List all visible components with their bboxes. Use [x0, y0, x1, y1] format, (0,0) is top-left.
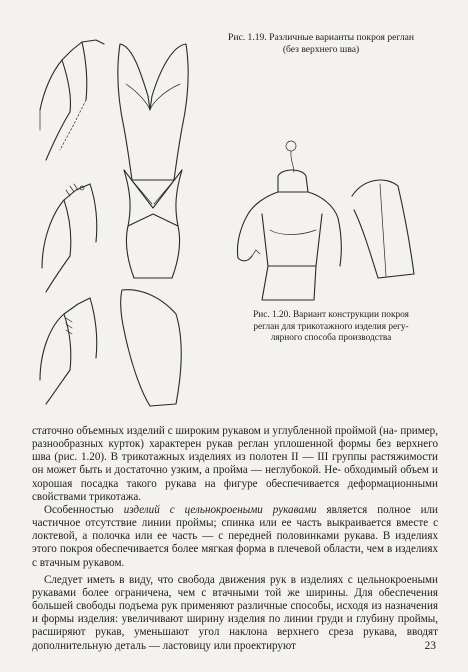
figure-1-20-caption — [236, 310, 426, 345]
caption-line: Рис. 1.19. Различные варианты покроя реглан — [228, 32, 414, 43]
figure-raglan-pullover — [237, 141, 341, 300]
paragraph-continued — [32, 425, 438, 504]
sleeve-pattern-2 — [352, 180, 414, 278]
caption-line: реглан для трикотажного изделия регу- — [253, 321, 409, 332]
bodice-v-neck — [118, 44, 188, 180]
text-run: Особенностью — [44, 503, 124, 516]
text-run: является полное или частичное отсутствие линии проймы; спинка или ее часть выкраивается вместе с локтевой, а полочка или ее часть — с передней половинками рукава. В изделиях этого покроя обеспечивается более мягкая форма в плечевой области, чем в изделиях с втачным рукавом. — [32, 503, 438, 569]
raglan-shoulder-3 — [40, 298, 97, 404]
text-line: деформационными свойствами трикотажа. — [32, 477, 438, 503]
caption-line: лярного способа производства — [270, 333, 392, 343]
body-text — [32, 425, 438, 653]
paragraph-features — [32, 504, 438, 570]
text-line: без верхнего шва (рис. 1.20). В трикотажных изделиях из полотен II — III группы — [32, 438, 438, 464]
text-line: пример, разнообразных курток) характерен рукав реглан уплошенной формы — [32, 425, 438, 451]
caption-line: Рис. 1.20. Вариант конструкции покроя — [253, 310, 409, 320]
text-line: статочно объемных изделий с широким рукавом и углубленной проймой (на- — [32, 425, 401, 437]
sleeve-piece-1 — [121, 290, 182, 406]
text-line: обходимый объем и хорошая посадка такого рукава на фигуре обеспечивается — [32, 464, 438, 490]
figure-1-19-caption — [196, 32, 446, 56]
caption-line: (без верхнего шва) — [282, 44, 360, 55]
bodice-yoke — [124, 170, 182, 278]
page-number: 23 — [424, 640, 436, 652]
text-line: растяжимости он может быть и достаточно узким, а пройма — неглубокой. Не- — [32, 451, 438, 477]
raglan-shoulder-1 — [40, 40, 104, 160]
raglan-shoulder-2 — [42, 184, 97, 292]
emphasis-term: изделий с цельнокроеными рукавами — [123, 503, 317, 516]
paragraph-note: Следует иметь в виду, что свобода движения рук в изделиях с цельнокроеными рукавами более ограничена, чем с втачными той же ширины. Для обеспечения большей свободы подъема рук применяют различные способы, исходя из назначения и формы изделия: увеличивают ширину изделия по линии груди и глубину проймы, расширяют рукав, уменьшают угол наклона верхнего среза рукава, вводят дополнительную деталь — ластовицу или проектируют — [32, 573, 438, 652]
